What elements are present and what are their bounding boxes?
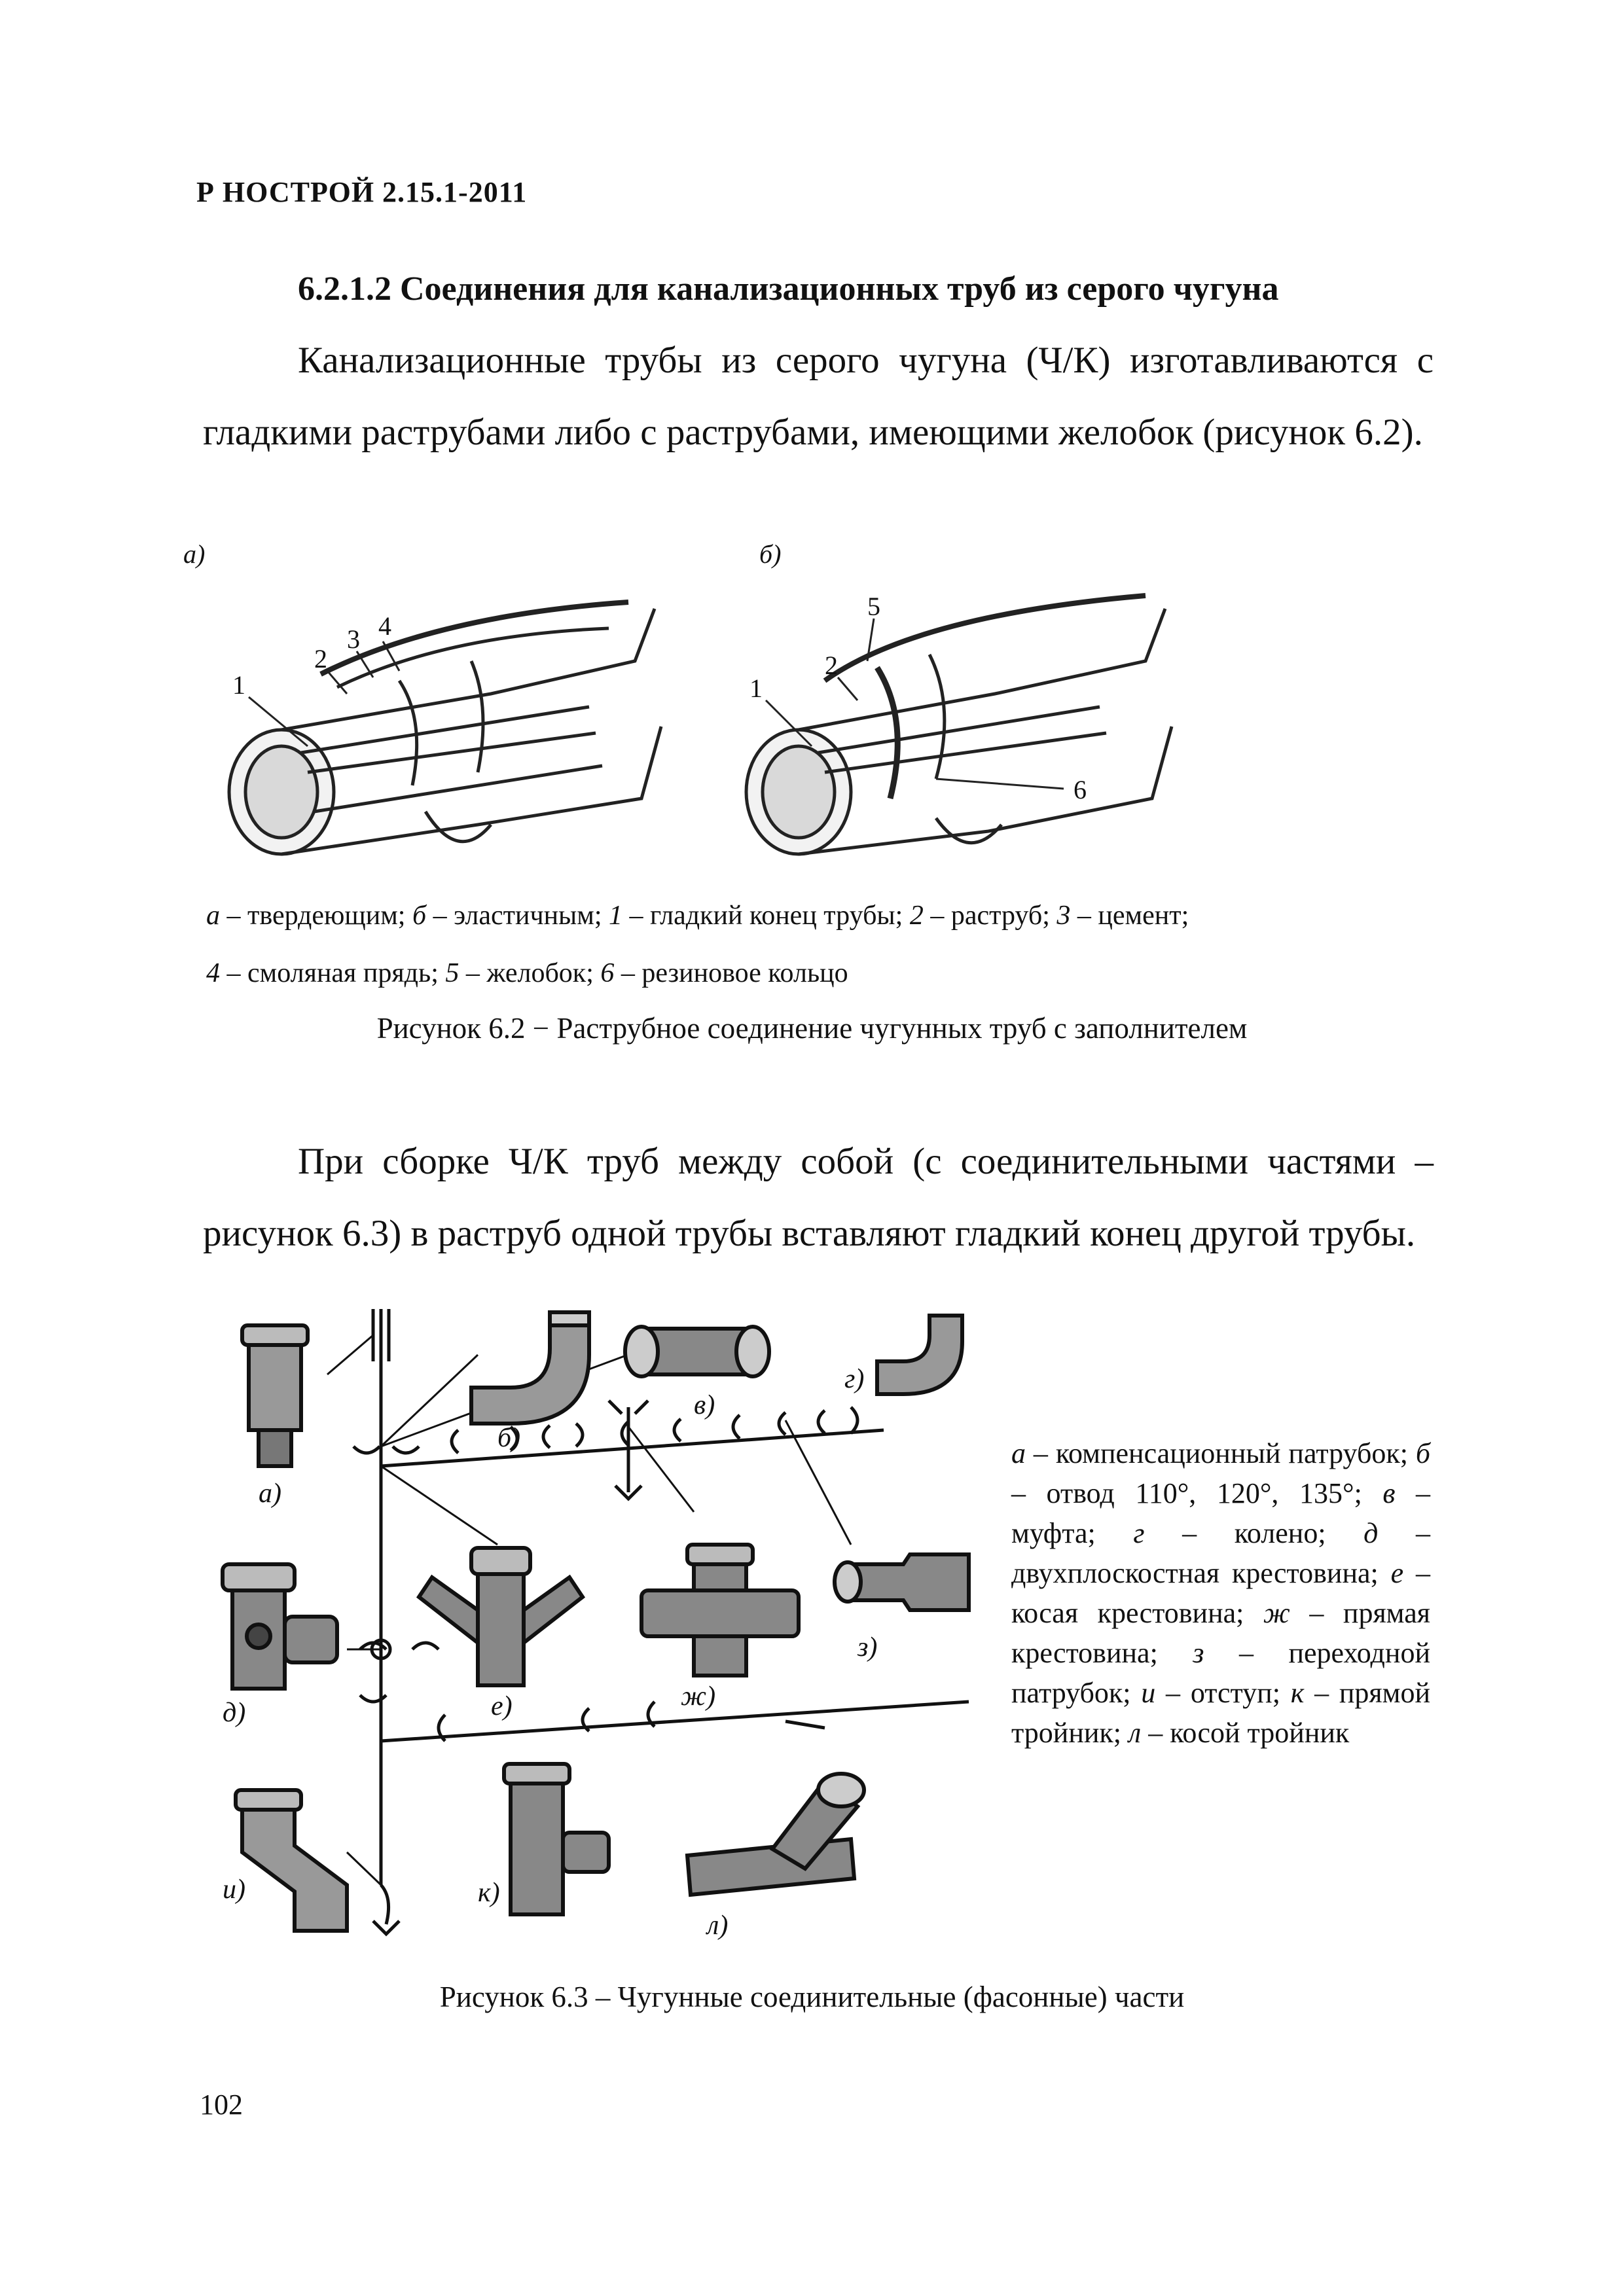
- figure-6-3-side-legend: а – компенсационный патрубок; б – отвод 110°, 120°, 135°; в – муфта; г – колено; д – двухплоскостная крестовина; е – косая крестовина; ж – прямая крестовина; з – переходной патрубок; и – отступ; к – прямой тройник; л – косой тройник: [1011, 1437, 1431, 1749]
- part-label-z: з): [857, 1632, 878, 1662]
- part-label-e: е): [491, 1691, 513, 1721]
- callout-a-1: 1: [232, 670, 245, 700]
- section-heading: 6.2.1.2 Соединения для канализационных труб из серого чугуна: [298, 270, 1279, 308]
- callout-a-4: 4: [378, 611, 391, 641]
- part-label-i: и): [223, 1874, 245, 1905]
- pipe-joint-a: [229, 602, 661, 854]
- part-label-zh: ж): [681, 1681, 716, 1712]
- callout-b-5: 5: [867, 592, 880, 621]
- part-zh-straight-cross: [641, 1545, 799, 1676]
- callout-a-2: 2: [314, 644, 327, 673]
- document-header: Р НОСТРОЙ 2.15.1-2011: [196, 176, 528, 208]
- part-v-coupling: [625, 1327, 769, 1376]
- pipe-joint-b: [746, 596, 1172, 854]
- part-label-b: б): [497, 1423, 521, 1453]
- callout-a-3: 3: [347, 624, 360, 654]
- figure-6-3-caption: Рисунок 6.3 – Чугунные соединительные (фасонные) части: [439, 1981, 1185, 2013]
- callout-b-1: 1: [749, 673, 763, 703]
- part-d-two-plane-cross: [223, 1564, 337, 1689]
- paragraph-2: При сборке Ч/К труб между собой (с соединительными частями – рисунок 6.3) в раструб одной трубы вставляют гладкий конец другой трубы.: [203, 1141, 1434, 1254]
- paragraph-1: Канализационные трубы из серого чугуна (Ч/К) изготавливаются с гладкими раструбами либо с раструбами, имеющими желобок (рисунок 6.2).: [203, 340, 1434, 453]
- part-k-straight-tee: [504, 1764, 609, 1914]
- part-e-oblique-cross: [419, 1548, 583, 1685]
- legend-line-1: а – твердеющим; б – эластичным; 1 – гладкий конец трубы; 2 – раструб; 3 – цемент;: [206, 901, 1189, 931]
- part-i-offset: [236, 1790, 347, 1931]
- figure-6-2-legend: [206, 887, 1430, 1002]
- part-label-d: д): [223, 1698, 246, 1728]
- legend-line-2: 4 – смоляная прядь; 5 – желобок; 6 – резиновое кольцо: [206, 958, 848, 988]
- callout-b-2: 2: [825, 651, 838, 680]
- panel-label-a: а): [183, 539, 206, 569]
- figure-6-2-caption: Рисунок 6.2 − Раструбное соединение чугунных труб с заполнителем: [376, 1012, 1248, 1045]
- part-b-bend: [471, 1312, 589, 1424]
- part-z-reducer: [835, 1554, 969, 1610]
- part-label-v: в): [694, 1390, 715, 1420]
- part-label-g: г): [844, 1364, 865, 1394]
- page-number: 102: [200, 2089, 243, 2121]
- figure-6-2-drawing: [183, 537, 1178, 877]
- part-label-l: л): [707, 1910, 729, 1941]
- part-a-compensation-pipe: [242, 1325, 308, 1466]
- part-l-oblique-tee: [687, 1774, 864, 1895]
- part-g-elbow: [877, 1316, 962, 1394]
- part-label-k: к): [478, 1878, 500, 1908]
- figure-6-3-drawing: [196, 1296, 1001, 1950]
- panel-label-b: б): [759, 539, 782, 569]
- part-label-a: а): [259, 1479, 281, 1509]
- callout-b-6: 6: [1074, 775, 1087, 804]
